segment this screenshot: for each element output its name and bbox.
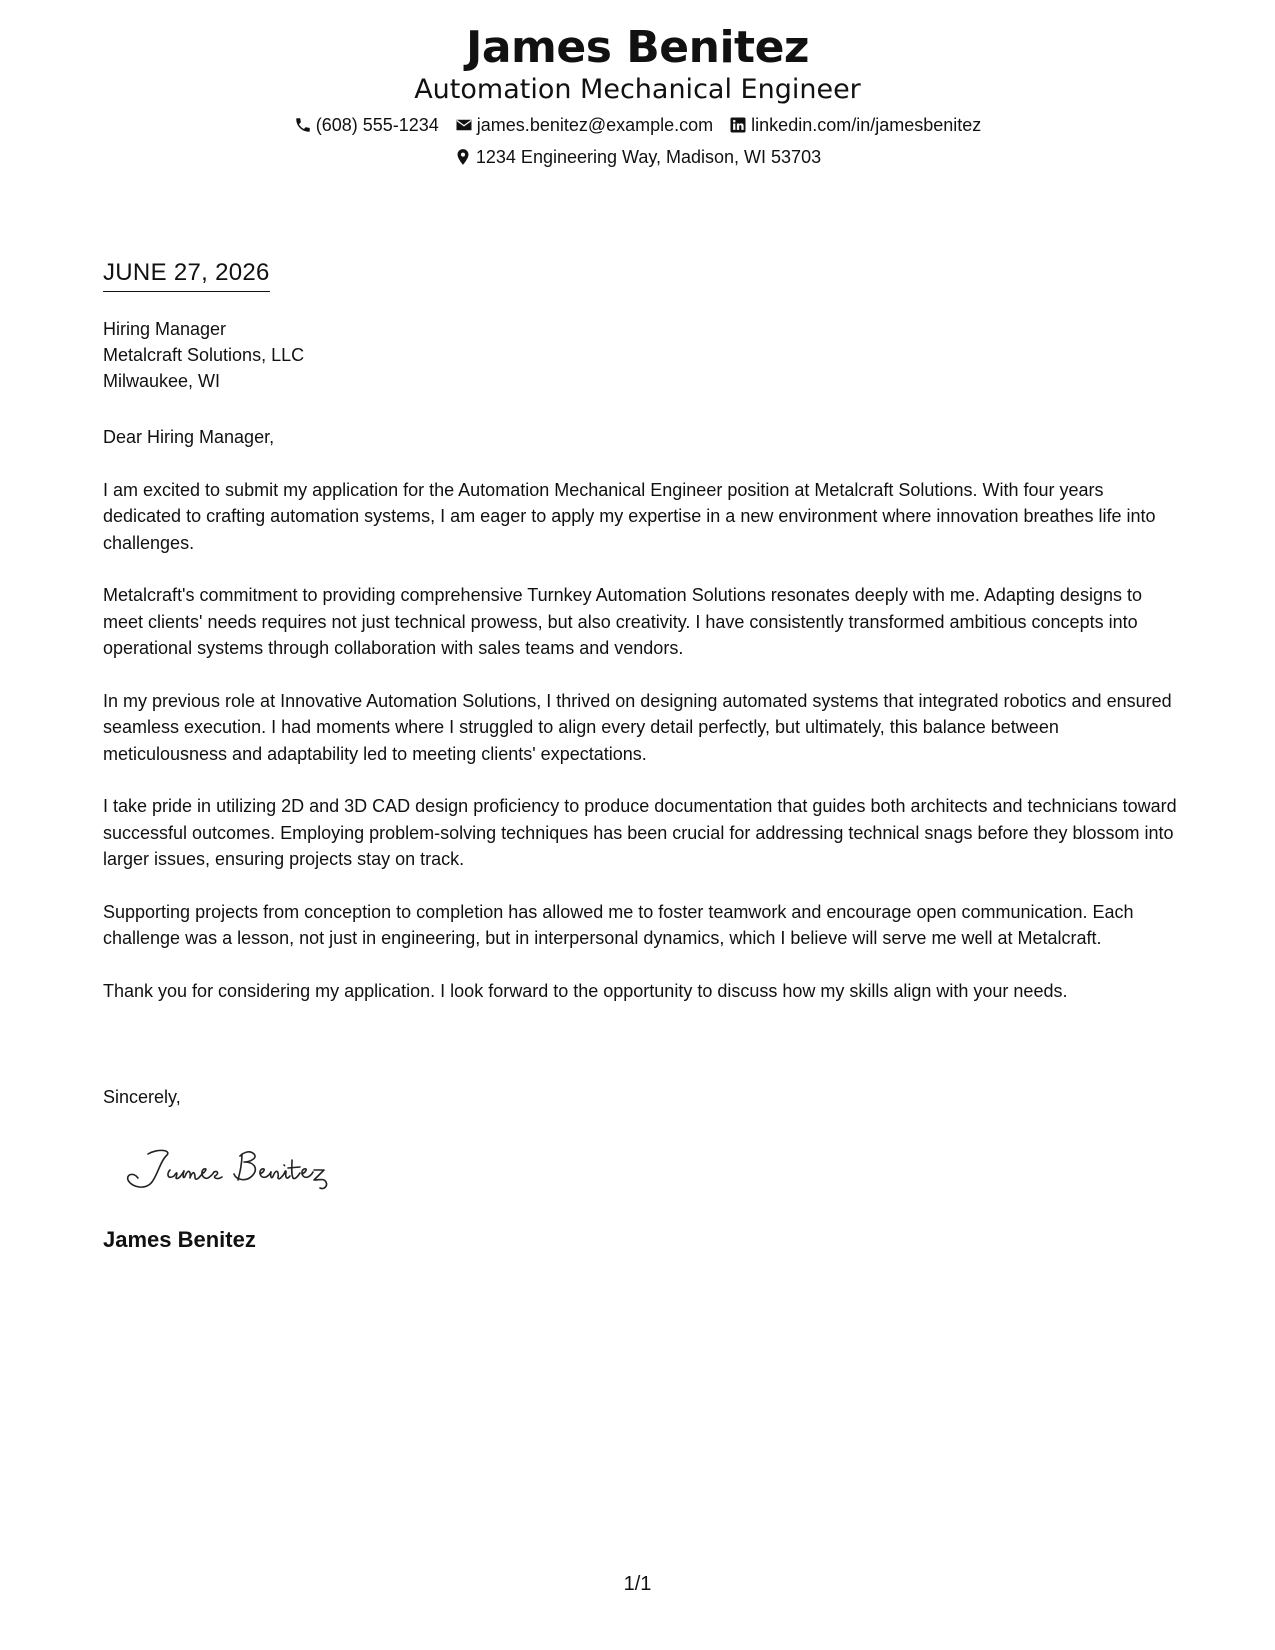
linkedin-link[interactable]: linkedin.com/in/jamesbenitez: [751, 115, 982, 135]
handwritten-signature: [118, 1138, 358, 1198]
signer-name: James Benitez: [103, 1227, 256, 1252]
address-row: [0, 145, 1275, 169]
letter-body: [103, 424, 1183, 1030]
closing: Sincerely,: [103, 1087, 181, 1107]
linkedin-icon: [729, 116, 747, 134]
body-paragraph: Supporting projects from conception to completion has allowed me to foster teamwork and encourage open communication. Each challenge was a lesson, not just in engineering, but in interpersonal dynamics, which I believe will serve me well at Metalcraft.: [103, 901, 1134, 948]
contact-address: [454, 145, 821, 169]
body-paragraph: Metalcraft's commitment to providing comprehensive Turnkey Automation Solutions resonates deeply with me. Adapting designs to meet clients' needs requires not just technical prowess, but also creativity. I have consistently transformed ambitious concepts into operational systems through collaboration with sales teams and vendors.: [103, 585, 1142, 658]
recipient-line: Metalcraft Solutions, LLC: [103, 345, 305, 365]
letter-date: JUNE 27, 2026: [103, 258, 270, 292]
recipient-line: Milwaukee, WI: [103, 371, 221, 391]
address-text: 1234 Engineering Way, Madison, WI 53703: [475, 147, 822, 167]
applicant-title: Automation Mechanical Engineer: [414, 74, 861, 105]
map-pin-icon: [454, 148, 472, 166]
contact-row: [0, 113, 1275, 137]
envelope-icon: [455, 116, 473, 134]
salutation: Dear Hiring Manager,: [103, 427, 275, 447]
page-number: 1/1: [623, 1573, 652, 1595]
recipient-line: Hiring Manager: [103, 319, 227, 339]
body-paragraph: I take pride in utilizing 2D and 3D CAD design proficiency to produce documentation that guides both architects and technicians toward successful outcomes. Employing problem-solving techniques has been crucial for addressing technical snags before they blossom into larger issues, ensuring projects stay on track.: [103, 796, 1177, 869]
body-paragraph: In my previous role at Innovative Automation Solutions, I thrived on designing automated systems that integrated robotics and ensured seamless execution. I had moments where I struggled to align every detail perfectly, but ultimately, this balance between meticulousness and adaptability led to meeting clients' expectations.: [103, 690, 1172, 764]
contact-linkedin: [729, 113, 981, 137]
phone-text: (608) 555-1234: [315, 115, 439, 135]
body-paragraph: I am excited to submit my application for the Automation Mechanical Engineer position at Metalcraft Solutions. With four years dedicated to crafting automation systems, I am eager to apply my expertise in a new environment where innovation breathes life into challenges.: [103, 479, 1156, 553]
phone-icon: [294, 116, 312, 134]
contact-email: [455, 113, 713, 137]
recipient-block: [103, 316, 304, 394]
body-paragraph: Thank you for considering my application. I look forward to the opportunity to discuss how my skills align with your needs.: [103, 980, 1068, 1001]
contact-phone: [294, 113, 439, 137]
applicant-name: James Benitez: [465, 22, 810, 73]
email-link[interactable]: james.benitez@example.com: [476, 115, 714, 135]
